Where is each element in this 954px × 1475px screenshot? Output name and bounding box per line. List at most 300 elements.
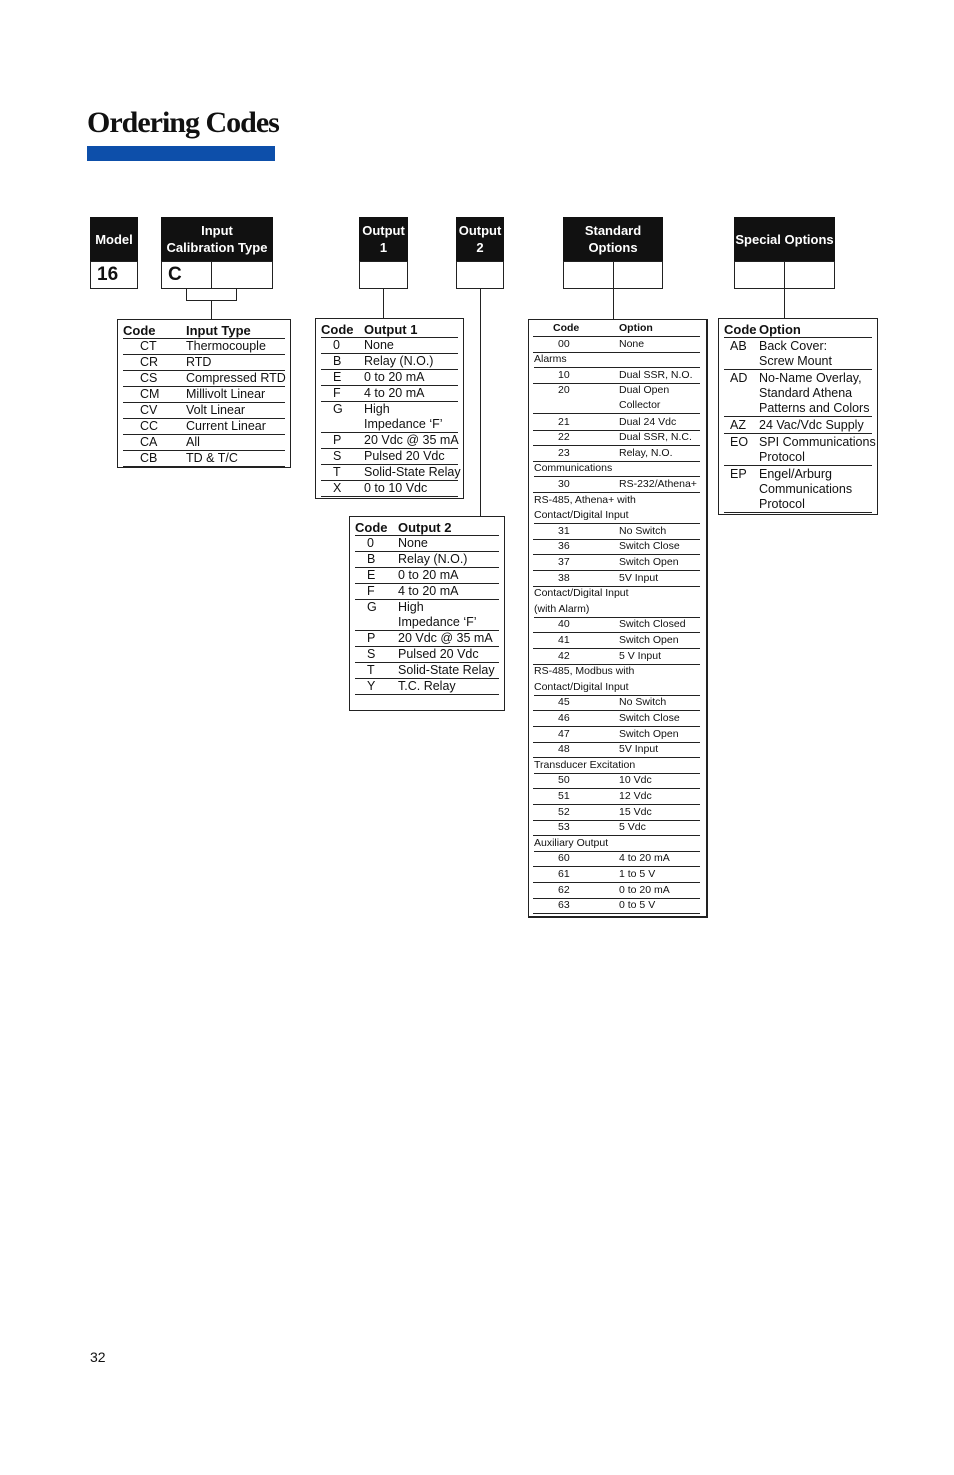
row-spacer xyxy=(724,482,759,497)
row-spacer xyxy=(321,417,364,432)
row-description: 1 to 5 V xyxy=(619,868,656,880)
table-row xyxy=(724,467,872,513)
table-row xyxy=(724,371,872,417)
row-code: CC xyxy=(140,419,159,433)
row-description: High xyxy=(398,600,424,614)
table-row-line xyxy=(533,695,700,710)
option-group-label: RS-485, Modbus with xyxy=(534,665,635,678)
output2-code-cell xyxy=(456,261,504,289)
table-row-line xyxy=(533,383,700,398)
table-row xyxy=(355,600,499,631)
row-description: Pulsed 20 Vdc xyxy=(398,647,479,661)
header-standard-line2: Options xyxy=(588,240,638,255)
table-row xyxy=(533,820,700,836)
table-row xyxy=(355,663,499,679)
standard-code-cell-1 xyxy=(563,261,614,289)
row-code: 20 xyxy=(558,384,570,397)
row-description: None xyxy=(398,536,428,550)
table-row-line xyxy=(533,477,700,492)
table-row-line xyxy=(355,631,499,646)
table-row-line xyxy=(724,450,872,465)
row-description: 12 Vdc xyxy=(619,790,652,802)
row-spacer xyxy=(355,615,398,630)
connector-line xyxy=(784,289,785,319)
row-description: None xyxy=(364,338,394,352)
connector-line xyxy=(383,289,384,319)
table-row xyxy=(321,370,458,386)
table-row xyxy=(533,415,700,431)
row-code: 62 xyxy=(558,883,570,896)
column-header-code: Code xyxy=(355,520,388,535)
table-row xyxy=(724,434,876,466)
row-description: Dual Open xyxy=(619,384,670,397)
row-code: 63 xyxy=(558,899,570,912)
table-row-line xyxy=(533,867,700,882)
table-row-line xyxy=(533,617,700,632)
table-row-line xyxy=(724,339,872,354)
table-row-line xyxy=(533,415,700,430)
header-output2 xyxy=(456,217,504,261)
row-description: 5 V Input xyxy=(619,649,662,662)
input-code-cell-1 xyxy=(161,261,212,289)
table-row xyxy=(533,883,700,899)
row-spacer xyxy=(724,497,759,512)
table-row xyxy=(355,647,499,663)
row-code: 50 xyxy=(558,774,570,787)
row-code: 53 xyxy=(558,821,570,834)
row-description: Switch Open xyxy=(619,556,679,568)
page-title: Ordering Codes xyxy=(87,106,279,139)
table-row xyxy=(123,387,285,403)
row-code: 38 xyxy=(558,571,570,584)
row-code: 61 xyxy=(558,868,570,880)
row-spacer xyxy=(533,398,619,413)
table-row-line xyxy=(533,524,700,539)
table-row-line xyxy=(533,773,700,788)
table-row xyxy=(533,742,700,758)
row-description: High xyxy=(364,402,390,416)
table-row xyxy=(533,477,700,493)
row-code: CV xyxy=(140,403,158,417)
table-row-line xyxy=(321,481,458,496)
header-output2-line1: Output xyxy=(458,223,502,238)
table-row xyxy=(123,403,285,419)
row-code: 42 xyxy=(558,649,570,662)
table-row-line xyxy=(123,339,285,354)
row-description: 4 to 20 mA xyxy=(398,584,459,598)
table-row-line xyxy=(355,663,499,678)
option-group-label: Transducer Excitation xyxy=(534,758,700,774)
header-special-options xyxy=(734,217,835,261)
table-row-line xyxy=(533,368,700,383)
table-row xyxy=(355,552,499,568)
special-code-cell-1 xyxy=(734,261,785,289)
row-description: Pulsed 20 Vdc xyxy=(364,449,445,463)
row-description: Relay (N.O.) xyxy=(398,552,468,566)
row-code: S xyxy=(333,449,342,463)
column-header-code: Code xyxy=(321,322,354,337)
table-row-line xyxy=(533,446,700,461)
row-code: 46 xyxy=(558,712,570,724)
row-code: 60 xyxy=(558,852,570,865)
option-group-label: Contact/Digital Input xyxy=(534,508,700,524)
table-row xyxy=(123,371,285,387)
row-description: 4 to 20 mA xyxy=(364,386,425,400)
table-row xyxy=(321,433,458,449)
table-row-line xyxy=(321,465,461,480)
table-row xyxy=(533,368,700,384)
row-description: Collector xyxy=(619,399,661,412)
model-code-cell xyxy=(90,261,138,289)
row-description: Engel/Arburg xyxy=(759,466,832,481)
standard-options-table xyxy=(528,319,708,918)
row-code: G xyxy=(333,402,343,416)
row-description: T.C. Relay xyxy=(398,679,456,693)
row-code: 41 xyxy=(558,634,570,646)
table-row-line xyxy=(533,649,700,664)
table-row-line xyxy=(123,419,285,434)
table-row xyxy=(321,338,458,354)
table-row-line xyxy=(123,435,285,450)
table-row-line xyxy=(533,555,700,570)
row-description: SPI Communications xyxy=(759,434,876,449)
row-description: 24 Vac/Vdc Supply xyxy=(759,418,864,432)
row-description: 5 Vdc xyxy=(619,821,646,834)
row-code: 0 xyxy=(367,536,374,550)
row-description: Relay (N.O.) xyxy=(364,354,434,368)
row-code: S xyxy=(367,647,376,661)
table-row-line xyxy=(533,851,700,866)
table-row xyxy=(533,773,700,789)
row-description: Impedance ‘F’ xyxy=(364,417,443,431)
table-row-line xyxy=(123,451,285,466)
row-description: Current Linear xyxy=(186,419,266,433)
connector-line xyxy=(613,289,614,319)
special-options-table xyxy=(718,318,878,515)
table-row xyxy=(533,805,700,821)
row-description: No Switch xyxy=(619,524,667,537)
row-description: 4 to 20 mA xyxy=(619,852,670,865)
connector-line xyxy=(480,289,481,517)
header-standard-options xyxy=(563,217,663,261)
table-row xyxy=(355,631,499,647)
row-description: Dual 24 Vdc xyxy=(619,415,677,428)
row-description: Standard Athena xyxy=(759,385,853,400)
table-header-row xyxy=(533,321,700,337)
row-code: CS xyxy=(140,371,158,385)
table-row xyxy=(533,898,700,914)
table-row xyxy=(321,449,458,465)
table-row xyxy=(533,555,700,571)
table-row xyxy=(533,727,700,743)
row-description: TD & T/C xyxy=(186,451,238,465)
row-description: RS-232/Athena+ xyxy=(619,478,697,490)
row-code: X xyxy=(333,481,342,495)
table-row-line xyxy=(533,805,700,820)
row-code: CA xyxy=(140,435,158,449)
input-type-table xyxy=(117,319,291,468)
row-code: B xyxy=(333,354,342,368)
row-description: Switch Close xyxy=(619,712,680,724)
row-code: AD xyxy=(730,370,748,385)
row-spacer xyxy=(724,450,759,465)
page-number: 32 xyxy=(90,1349,106,1365)
output1-code-cell xyxy=(359,261,408,289)
title-accent-bar xyxy=(87,146,275,161)
table-row-line xyxy=(724,371,872,386)
table-row-line xyxy=(533,398,700,413)
table-row xyxy=(355,568,499,584)
row-code: E xyxy=(367,568,376,582)
table-row xyxy=(533,867,700,883)
row-description: 0 to 5 V xyxy=(619,899,656,912)
row-description: Protocol xyxy=(759,449,805,464)
row-code: 31 xyxy=(558,524,570,537)
table-row xyxy=(321,465,461,481)
row-description: Solid-State Relay xyxy=(398,663,495,677)
table-row-line xyxy=(355,536,499,551)
table-row-line xyxy=(724,482,872,497)
table-row xyxy=(533,851,700,867)
column-header-description: Input Type xyxy=(186,323,251,338)
row-description: Dual SSR, N.C. xyxy=(619,431,692,444)
row-code: G xyxy=(367,600,377,614)
table-row-line xyxy=(724,497,872,512)
row-description: Relay, N.O. xyxy=(619,446,673,459)
row-code: 23 xyxy=(558,446,570,459)
table-row-line xyxy=(533,820,700,835)
table-row xyxy=(123,451,285,467)
table-row-line xyxy=(123,371,285,386)
table-row-line xyxy=(355,552,499,567)
row-code: T xyxy=(333,465,341,479)
output2-table xyxy=(349,516,505,711)
table-row xyxy=(533,633,700,649)
table-row xyxy=(123,419,285,435)
option-group-label: Communications xyxy=(534,461,700,477)
option-group-label: (with Alarm) xyxy=(534,602,700,618)
column-header-description: Output 2 xyxy=(398,520,452,535)
row-code: AB xyxy=(730,338,747,353)
column-header-code: Code xyxy=(724,322,757,337)
header-output1 xyxy=(359,217,408,261)
header-output1-line1: Output xyxy=(362,223,405,238)
table-row-line xyxy=(533,789,700,804)
row-description: Patterns and Colors xyxy=(759,400,870,415)
table-row-line xyxy=(724,467,872,482)
row-description: Solid-State Relay xyxy=(364,465,461,479)
table-row xyxy=(123,435,285,451)
table-row xyxy=(321,481,458,497)
row-description: 0 to 20 mA xyxy=(619,883,670,896)
row-code: F xyxy=(367,584,375,598)
table-row-line xyxy=(724,434,876,450)
header-output2-line2: 2 xyxy=(476,240,484,255)
row-code: 10 xyxy=(558,368,570,381)
table-header-row xyxy=(355,520,499,536)
row-description: Screw Mount xyxy=(759,353,832,368)
header-model-label: Model xyxy=(95,231,133,247)
row-description: 0 to 20 mA xyxy=(364,370,425,384)
row-description: All xyxy=(186,435,200,449)
row-description: Communications xyxy=(759,481,853,496)
row-description: Switch Open xyxy=(619,634,679,646)
header-model xyxy=(90,217,138,261)
row-code: 30 xyxy=(558,478,570,490)
row-description: 20 Vdc @ 35 mA xyxy=(398,631,493,645)
row-description: 0 to 10 Vdc xyxy=(364,481,428,495)
table-row-line xyxy=(724,401,872,416)
option-group-label: Contact/Digital Input xyxy=(534,587,629,600)
column-header-code: Code xyxy=(123,323,156,338)
row-description: Compressed RTD xyxy=(186,371,286,385)
row-code: P xyxy=(367,631,376,645)
row-description: Switch Open xyxy=(619,727,679,740)
table-row xyxy=(533,430,700,446)
row-code: E xyxy=(333,370,342,384)
table-row-line xyxy=(724,386,872,401)
special-code-cell-2 xyxy=(784,261,835,289)
row-code: CT xyxy=(140,339,157,353)
table-row-line xyxy=(533,571,700,586)
row-description: 20 Vdc @ 35 mA xyxy=(364,433,459,447)
row-spacer xyxy=(724,401,759,416)
table-row xyxy=(123,339,285,355)
header-standard-line1: Standard xyxy=(584,223,642,238)
row-code: 21 xyxy=(558,415,570,428)
output1-table xyxy=(315,318,464,499)
row-code: EO xyxy=(730,434,749,449)
header-input-calibration xyxy=(161,217,273,261)
header-special-label: Special Options xyxy=(735,231,834,247)
table-header-row xyxy=(321,322,458,338)
row-code: Y xyxy=(367,679,376,693)
table-row-line xyxy=(533,633,700,648)
row-code: CR xyxy=(140,355,159,369)
row-description: Impedance ‘F’ xyxy=(398,615,477,629)
row-description: RTD xyxy=(186,355,212,369)
row-code: 45 xyxy=(558,696,570,709)
table-row-line xyxy=(355,647,499,662)
table-row-line xyxy=(533,430,700,445)
row-code: CM xyxy=(140,387,160,401)
row-code: T xyxy=(367,663,375,677)
row-description: No Switch xyxy=(619,696,667,709)
row-description: Thermocouple xyxy=(186,339,266,353)
table-row-line xyxy=(123,355,285,370)
table-row xyxy=(355,679,499,695)
table-row-line xyxy=(533,883,700,898)
table-row-line xyxy=(533,727,700,742)
standard-code-cell-2 xyxy=(613,261,663,289)
input-code-value: C xyxy=(168,264,182,285)
table-row xyxy=(724,418,872,434)
table-row xyxy=(321,402,458,433)
row-description: Back Cover: xyxy=(759,338,828,353)
row-code: 47 xyxy=(558,727,570,740)
column-header-description: Output 1 xyxy=(364,322,418,337)
row-description: No-Name Overlay, xyxy=(759,370,862,385)
input-code-cell-2 xyxy=(211,261,273,289)
column-header-description: Option xyxy=(759,322,801,337)
row-description: Switch Close xyxy=(619,540,680,553)
row-description: 10 Vdc xyxy=(619,774,652,787)
table-row-line xyxy=(724,418,872,433)
table-row xyxy=(533,789,700,805)
row-code: F xyxy=(333,386,341,400)
table-row-line xyxy=(533,711,700,726)
row-code: B xyxy=(367,552,376,566)
table-row-line xyxy=(321,449,458,464)
table-row-line xyxy=(533,898,700,913)
row-code: 48 xyxy=(558,743,570,756)
row-code: 00 xyxy=(558,337,570,350)
table-row-line xyxy=(355,568,499,583)
row-description: 0 to 20 mA xyxy=(398,568,459,582)
table-row-line xyxy=(321,417,458,432)
row-code: EP xyxy=(730,466,747,481)
row-code: 0 xyxy=(333,338,340,352)
table-row xyxy=(321,354,458,370)
row-description: Switch Closed xyxy=(619,618,686,631)
row-code: P xyxy=(333,433,342,447)
table-row xyxy=(533,711,700,727)
table-row-line xyxy=(533,539,700,554)
table-row-line xyxy=(355,584,499,599)
table-row xyxy=(533,383,700,414)
table-row-line xyxy=(321,386,458,401)
table-row xyxy=(533,649,700,665)
table-row-line xyxy=(123,403,285,418)
row-description: Millivolt Linear xyxy=(186,387,266,401)
column-header-option: Option xyxy=(619,322,653,334)
table-row-line xyxy=(533,337,700,352)
row-code: 37 xyxy=(558,556,570,568)
header-input-line2: Calibration Type xyxy=(166,240,268,255)
row-code: 52 xyxy=(558,805,570,818)
row-code: 51 xyxy=(558,790,570,802)
table-row-line xyxy=(533,742,700,757)
table-row-line xyxy=(321,402,458,417)
option-group-label: Auxiliary Output xyxy=(534,836,700,852)
column-header-code: Code xyxy=(553,322,580,334)
table-row-line xyxy=(123,387,285,402)
table-row xyxy=(533,337,700,353)
row-description: Volt Linear xyxy=(186,403,246,417)
table-row-line xyxy=(355,615,499,630)
option-group-label: Contact/Digital Input xyxy=(534,680,700,696)
table-row xyxy=(123,355,285,371)
table-row xyxy=(533,695,700,711)
table-row-line xyxy=(321,433,458,448)
table-row xyxy=(321,386,458,402)
table-row xyxy=(355,584,499,600)
table-row-line xyxy=(355,679,499,694)
table-row xyxy=(533,446,700,462)
row-code: CB xyxy=(140,451,158,465)
table-row xyxy=(533,617,700,633)
row-code: 40 xyxy=(558,618,570,631)
table-row xyxy=(724,339,872,370)
table-row-line xyxy=(321,354,458,369)
table-row xyxy=(533,571,700,587)
row-code: AZ xyxy=(730,418,746,432)
table-row-line xyxy=(355,600,499,615)
connector-line xyxy=(186,289,187,300)
option-group-label: RS-485, Athena+ with xyxy=(534,493,636,506)
option-group-label: Alarms xyxy=(534,352,700,368)
row-code: 22 xyxy=(558,431,570,444)
